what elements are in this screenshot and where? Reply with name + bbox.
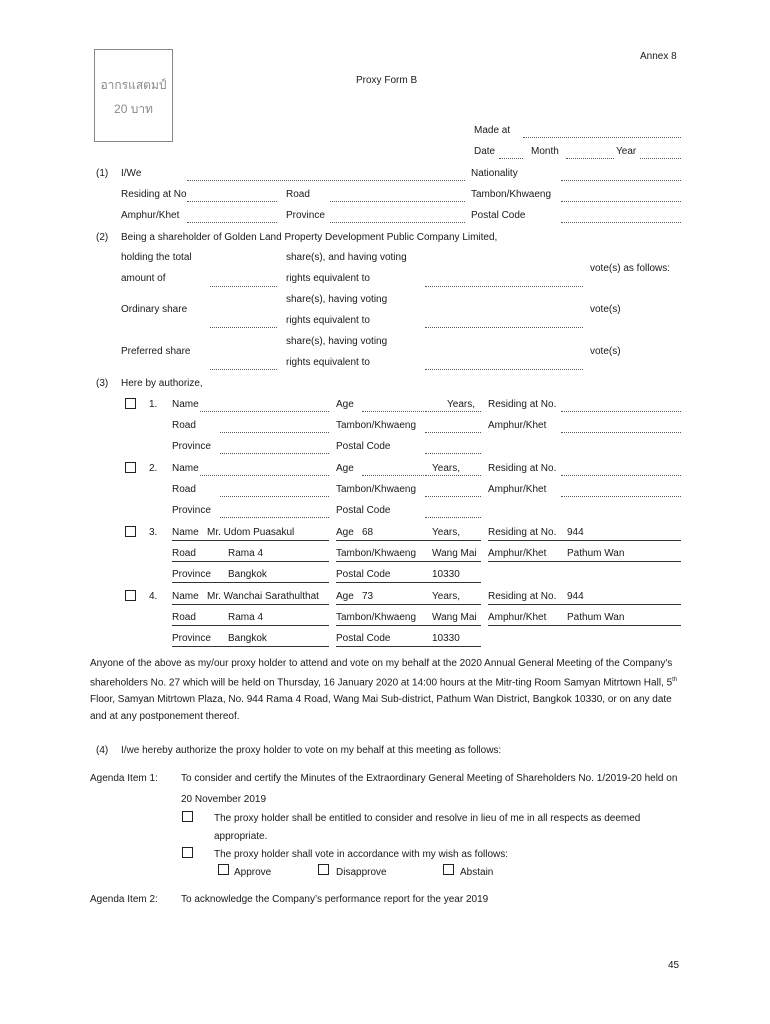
stamp-label: อากรแสตมป์: [100, 78, 167, 92]
nationality-label: Nationality: [471, 168, 518, 179]
residing-field[interactable]: [187, 201, 277, 202]
proxy-3-name-label: Name: [172, 527, 199, 538]
proxy-2-tambon-label: Tambon/Khwaeng: [336, 484, 417, 495]
paragraph-line-2: [90, 672, 680, 691]
proxy-2-age-label: Age: [336, 463, 354, 474]
agenda-1-option-2-checkbox[interactable]: [182, 847, 193, 858]
proxy-2-age-field[interactable]: [362, 475, 424, 476]
section-2-number: (2): [96, 232, 109, 243]
iwe-label: I/We: [121, 168, 142, 179]
proxy-3-checkbox[interactable]: [125, 526, 136, 537]
preferred-shares-voting-label: share(s), having voting: [286, 336, 388, 347]
disapprove-label: Disapprove: [336, 867, 387, 878]
total-shares-field[interactable]: [210, 286, 277, 287]
proxy-3-years-label: Years,: [432, 527, 460, 538]
residing-label: Residing at No: [121, 189, 187, 200]
disapprove-checkbox[interactable]: [318, 864, 329, 875]
proxy-1-years-line: [425, 411, 481, 412]
abstain-label: Abstain: [460, 867, 494, 878]
proxy-2-province-label: Province: [172, 505, 211, 516]
proxy-4-age-line: [336, 604, 481, 605]
section-2-text: Being a shareholder of Golden Land Property Development Public Company Limited,: [121, 232, 498, 243]
proxy-4-postal-label: Postal Code: [336, 633, 391, 644]
proxy-4-road-line: [172, 625, 329, 626]
agenda-1-text-1: To consider and certify the Minutes of the Extraordinary General Meeting of Shareholders No. 1/2019-20 held on: [181, 773, 678, 784]
year-label: Year: [616, 146, 637, 157]
month-label: Month: [531, 146, 559, 157]
agenda-1-option-1-text: The proxy holder shall be entitled to consider and resolve in lieu of me in all respects as deemed: [214, 813, 641, 824]
proxy-1-residing-field[interactable]: [561, 411, 681, 412]
section-1-number: (1): [96, 168, 109, 179]
section-3-number: (3): [96, 378, 109, 389]
proxy-1-age-field[interactable]: [362, 411, 424, 412]
proxy-2-postal-field[interactable]: [425, 517, 481, 518]
proxy-3-amphur-line: [488, 561, 681, 562]
province-field[interactable]: [330, 222, 465, 223]
proxy-4-tambon-label: Tambon/Khwaeng: [336, 612, 417, 623]
proxy-1-postal-field[interactable]: [425, 453, 481, 454]
proxy-2-residing-label: Residing at No.: [488, 463, 557, 474]
proxy-3-road-value: Rama 4: [228, 548, 264, 559]
iwe-field[interactable]: [187, 180, 465, 181]
proxy-2-province-field[interactable]: [220, 517, 329, 518]
agenda-2-label: Agenda Item 2:: [90, 894, 158, 905]
section-3-text: Here by authorize,: [121, 378, 203, 389]
made-at-field[interactable]: [523, 137, 681, 138]
proxy-4-postal-line: [336, 646, 481, 647]
proxy-2-years-line: [425, 475, 481, 476]
paragraph-line-2-sup: th: [672, 677, 678, 683]
proxy-1-tambon-field[interactable]: [425, 432, 481, 433]
preferred-votes-label: vote(s): [590, 346, 621, 357]
votes-as-follows-label: vote(s) as follows:: [590, 263, 671, 274]
proxy-4-postal-value: 10330: [432, 633, 460, 644]
proxy-1-years-label: Years,: [447, 399, 475, 410]
proxy-4-province-label: Province: [172, 633, 211, 644]
road-label: Road: [286, 189, 310, 200]
proxy-4-province-value: Bangkok: [228, 633, 267, 644]
ordinary-votes-label: vote(s): [590, 304, 621, 315]
proxy-4-number: 4.: [149, 591, 158, 602]
page-title: Proxy Form B: [356, 75, 418, 86]
proxy-4-checkbox[interactable]: [125, 590, 136, 601]
preferred-rights-label: rights equivalent to: [286, 357, 370, 368]
approve-checkbox[interactable]: [218, 864, 229, 875]
date-label: Date: [474, 146, 496, 157]
section-4-number: (4): [96, 745, 109, 756]
proxy-1-tambon-label: Tambon/Khwaeng: [336, 420, 417, 431]
stamp-box: [94, 49, 173, 142]
approve-label: Approve: [234, 867, 272, 878]
proxy-4-name-value: Mr. Wanchai Sarathulthat: [207, 591, 319, 602]
paragraph-line-2-text: shareholders No. 27 which will be held on Thursday, 16 January 2020 at 14:00 hours at the Mitr-ting Room Samyan Mitrtown Hall, 5: [90, 677, 673, 689]
proxy-3-postal-label: Postal Code: [336, 569, 391, 580]
month-field[interactable]: [566, 158, 614, 159]
proxy-4-amphur-value: Pathum Wan: [567, 612, 625, 623]
proxy-3-road-label: Road: [172, 548, 196, 559]
agenda-1-option-1-checkbox[interactable]: [182, 811, 193, 822]
paragraph-line-3: Floor, Samyan Mitrtown Plaza, No. 944 Rama 4 Road, Wang Mai Sub-district, Pathum Wan District, Bangkok 10330, or on any date: [90, 694, 672, 706]
ordinary-share-label: Ordinary share: [121, 304, 188, 315]
preferred-votes-field[interactable]: [425, 369, 583, 370]
preferred-shares-field[interactable]: [210, 369, 277, 370]
proxy-1-province-field[interactable]: [220, 453, 329, 454]
abstain-checkbox[interactable]: [443, 864, 454, 875]
paragraph-line-4: and at any postponement thereof.: [90, 711, 240, 723]
agenda-2-text: To acknowledge the Company’s performance report for the year 2019: [181, 894, 489, 905]
agenda-1-text-2: 20 November 2019: [181, 794, 267, 805]
proxy-4-road-value: Rama 4: [228, 612, 264, 623]
proxy-2-road-field[interactable]: [220, 496, 329, 497]
proxy-4-age-label: Age: [336, 591, 354, 602]
proxy-2-tambon-field[interactable]: [425, 496, 481, 497]
proxy-3-age-value: 68: [362, 527, 374, 538]
province-label: Province: [286, 210, 325, 221]
ordinary-shares-voting-label: share(s), having voting: [286, 294, 388, 305]
proxy-4-amphur-line: [488, 625, 681, 626]
proxy-3-province-line: [172, 582, 329, 583]
proxy-4-name-line: [172, 604, 329, 605]
proxy-4-road-label: Road: [172, 612, 196, 623]
proxy-2-residing-field[interactable]: [561, 475, 681, 476]
proxy-3-residing-label: Residing at No.: [488, 527, 557, 538]
proxy-4-tambon-line: [336, 625, 481, 626]
tambon-label: Tambon/Khwaeng: [471, 189, 552, 200]
holding-label: holding the total: [121, 252, 192, 263]
proxy-3-postal-line: [336, 582, 481, 583]
proxy-4-amphur-label: Amphur/Khet: [488, 612, 547, 623]
amphur-label: Amphur/Khet: [121, 210, 180, 221]
proxy-2-road-label: Road: [172, 484, 196, 495]
proxy-2-number: 2.: [149, 463, 158, 474]
proxy-2-checkbox[interactable]: [125, 462, 136, 473]
proxy-3-residing-value: 944: [567, 527, 584, 538]
agenda-1-label: Agenda Item 1:: [90, 773, 158, 784]
agenda-1-option-1-text-cont: appropriate.: [214, 831, 268, 842]
rights-equivalent-label: rights equivalent to: [286, 273, 370, 284]
proxy-3-age-label: Age: [336, 527, 354, 538]
proxy-3-province-value: Bangkok: [228, 569, 267, 580]
date-field[interactable]: [499, 158, 523, 159]
proxy-3-tambon-value: Wang Mai: [432, 548, 477, 559]
amount-of-label: amount of: [121, 273, 166, 284]
proxy-3-name-line: [172, 540, 329, 541]
proxy-1-checkbox[interactable]: [125, 398, 136, 409]
proxy-4-name-label: Name: [172, 591, 199, 602]
agenda-1-option-2-text: The proxy holder shall vote in accordance with my wish as follows:: [214, 849, 509, 860]
annex-label: Annex 8: [640, 51, 677, 62]
proxy-3-road-line: [172, 561, 329, 562]
proxy-1-name-field[interactable]: [200, 411, 329, 412]
stamp-value: 20 บาท: [114, 102, 153, 116]
proxy-1-amphur-label: Amphur/Khet: [488, 420, 547, 431]
road-field[interactable]: [330, 201, 465, 202]
proxy-1-road-field[interactable]: [220, 432, 329, 433]
proxy-3-amphur-value: Pathum Wan: [567, 548, 625, 559]
proxy-1-postal-label: Postal Code: [336, 441, 391, 452]
proxy-4-residing-line: [488, 604, 681, 605]
proxy-2-postal-label: Postal Code: [336, 505, 391, 516]
ordinary-rights-label: rights equivalent to: [286, 315, 370, 326]
proxy-1-road-label: Road: [172, 420, 196, 431]
proxy-3-name-value: Mr. Udom Puasakul: [207, 527, 295, 538]
shares-voting-label: share(s), and having voting: [286, 252, 407, 263]
proxy-3-tambon-label: Tambon/Khwaeng: [336, 548, 417, 559]
preferred-share-label: Preferred share: [121, 346, 191, 357]
postal-label: Postal Code: [471, 210, 526, 221]
proxy-2-name-label: Name: [172, 463, 199, 474]
postal-field[interactable]: [561, 222, 681, 223]
ordinary-votes-field[interactable]: [425, 327, 583, 328]
proxy-3-residing-line: [488, 540, 681, 541]
proxy-2-amphur-field[interactable]: [561, 496, 681, 497]
year-field[interactable]: [640, 158, 681, 159]
proxy-1-residing-label: Residing at No.: [488, 399, 557, 410]
proxy-2-amphur-label: Amphur/Khet: [488, 484, 547, 495]
proxy-4-age-value: 73: [362, 591, 374, 602]
proxy-2-years-label: Years,: [432, 463, 460, 474]
proxy-paragraph: [90, 655, 680, 725]
total-votes-field[interactable]: [425, 286, 583, 287]
section-4-text: I/we hereby authorize the proxy holder to vote on my behalf at this meeting as follows:: [121, 745, 502, 756]
proxy-1-number: 1.: [149, 399, 158, 410]
proxy-4-years-label: Years,: [432, 591, 460, 602]
paragraph-line-1: Anyone of the above as my/our proxy holder to attend and vote on my behalf at the 2020 Annual General Meeting of the Company's: [90, 658, 673, 669]
proxy-3-age-line: [336, 540, 481, 541]
tambon-field[interactable]: [561, 201, 681, 202]
proxy-2-name-field[interactable]: [200, 475, 329, 476]
proxy-3-number: 3.: [149, 527, 158, 538]
amphur-field[interactable]: [187, 222, 277, 223]
proxy-1-name-label: Name: [172, 399, 199, 410]
nationality-field[interactable]: [561, 180, 681, 181]
proxy-4-residing-label: Residing at No.: [488, 591, 557, 602]
proxy-1-province-label: Province: [172, 441, 211, 452]
proxy-4-tambon-value: Wang Mai: [432, 612, 477, 623]
made-at-label: Made at: [474, 125, 511, 136]
page-number: 45: [668, 960, 680, 971]
proxy-3-postal-value: 10330: [432, 569, 460, 580]
ordinary-shares-field[interactable]: [210, 327, 277, 328]
proxy-1-amphur-field[interactable]: [561, 432, 681, 433]
proxy-3-province-label: Province: [172, 569, 211, 580]
proxy-4-province-line: [172, 646, 329, 647]
proxy-3-tambon-line: [336, 561, 481, 562]
proxy-3-amphur-label: Amphur/Khet: [488, 548, 547, 559]
proxy-4-residing-value: 944: [567, 591, 584, 602]
proxy-1-age-label: Age: [336, 399, 354, 410]
